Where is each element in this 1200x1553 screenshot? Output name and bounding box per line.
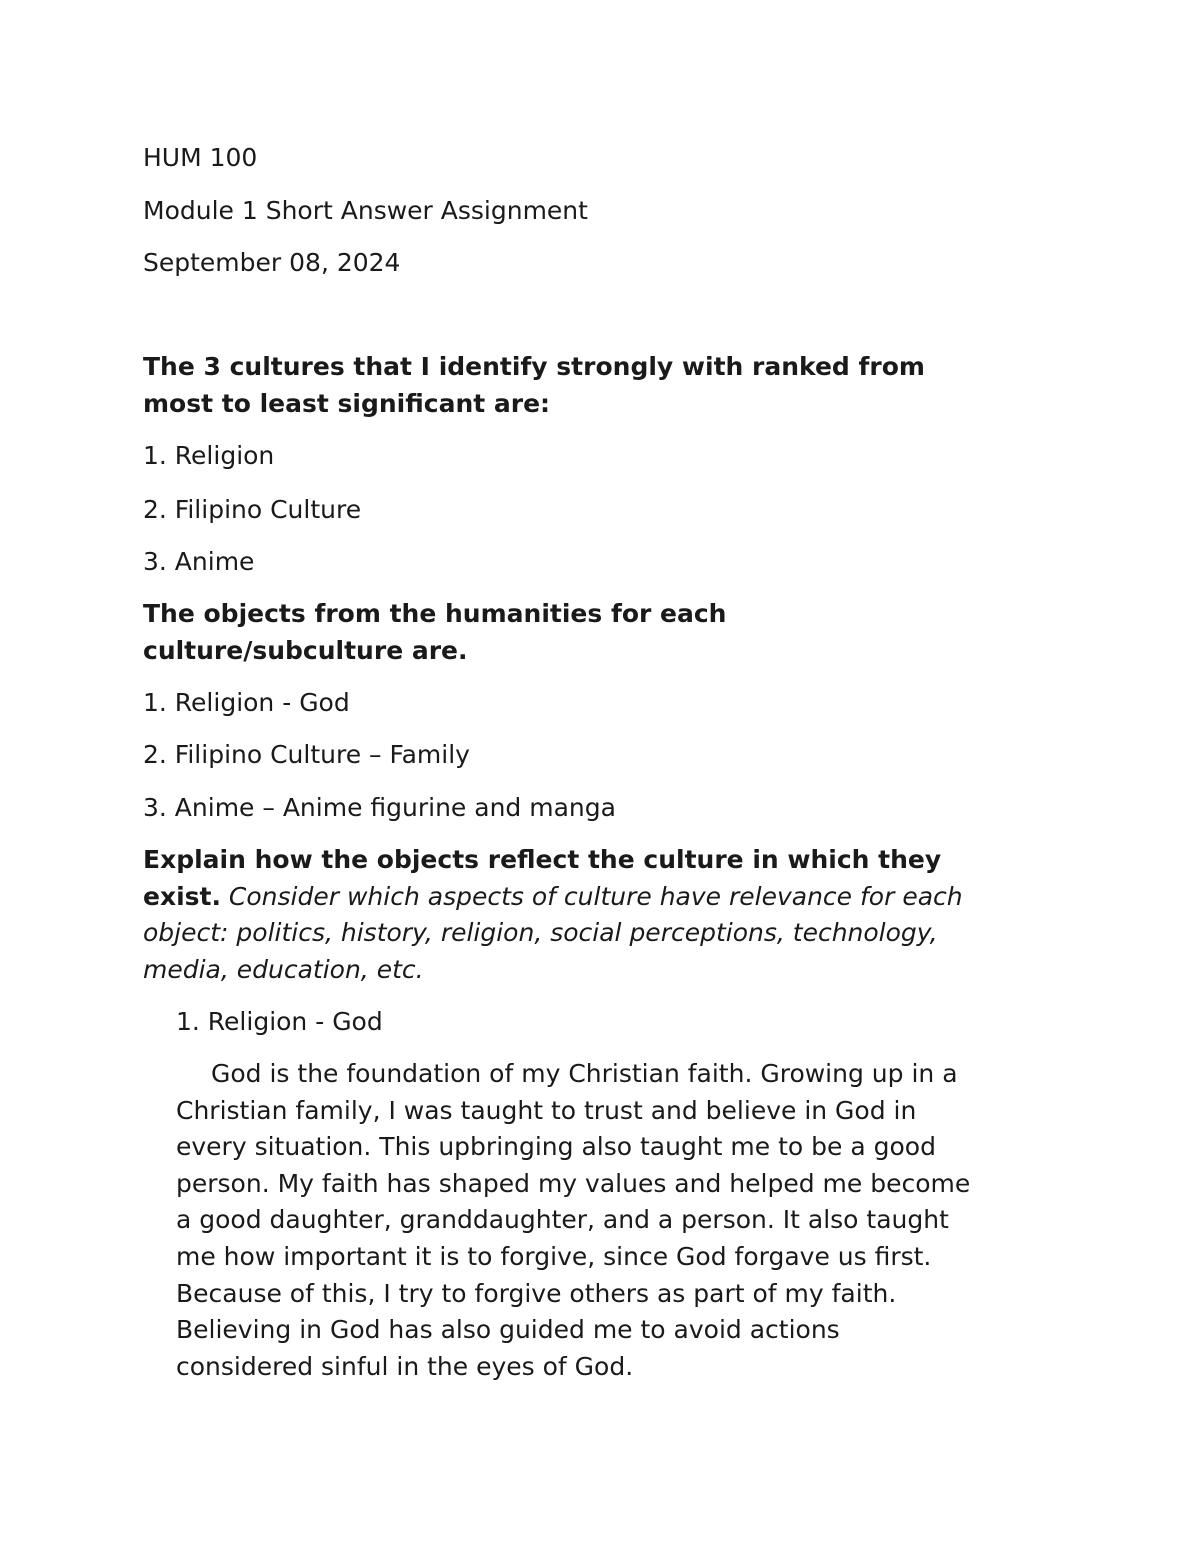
paragraph-line: a good daughter, granddaughter, and a person. It also taught (176, 1205, 949, 1235)
section1-heading-line1: The 3 cultures that I identify strongly with ranked from (143, 352, 925, 381)
section3-heading-line2 (143, 879, 963, 915)
paragraph-line: me how important it is to forgive, since God forgave us first. (176, 1241, 932, 1271)
paragraph-line: God is the foundation of my Christian faith. Growing up in a (211, 1059, 958, 1088)
section2-heading-line2: culture/subculture are. (143, 636, 468, 665)
section3-heading-line1: Explain how the objects reflect the culture in which they (143, 845, 942, 874)
section3-subheading: 1. Religion - God (176, 1007, 383, 1036)
body-paragraph (176, 1056, 1076, 1385)
paragraph-line: every situation. This upbringing also taught me to be a good (176, 1132, 936, 1162)
assignment-title: Module 1 Short Answer Assignment (143, 196, 588, 225)
list-item: 1. Religion - God (143, 688, 350, 717)
section3-heading-bold-end: exist. (143, 882, 221, 911)
list-item: 2. Filipino Culture (143, 495, 362, 524)
paragraph-line: Believing in God has also guided me to avoid actions (176, 1315, 840, 1345)
list-item: 1. Religion (143, 441, 275, 470)
list-item: 3. Anime – Anime figurine and manga (143, 793, 616, 822)
assignment-date: September 08, 2024 (143, 248, 401, 277)
list-item: 3. Anime (143, 547, 255, 576)
section3-prompt-line1: Consider which aspects of culture have relevance for each (220, 882, 963, 911)
section3-prompt-line2: object: politics, history, religion, social perceptions, technology, (143, 918, 938, 947)
section3-prompt-line3: media, education, etc. (143, 955, 424, 984)
paragraph-line: Christian family, I was taught to trust and believe in God in (176, 1095, 917, 1125)
section2-heading-line1: The objects from the humanities for each (143, 599, 727, 628)
paragraph-line: Because of this, I try to forgive others as part of my faith. (176, 1278, 897, 1308)
paragraph-line: person. My faith has shaped my values and helped me become (176, 1168, 971, 1198)
section1-heading-line2: most to least significant are: (143, 389, 551, 418)
list-item: 2. Filipino Culture – Family (143, 740, 470, 769)
course-code: HUM 100 (143, 143, 258, 172)
paragraph-line: considered sinful in the eyes of God. (176, 1351, 634, 1381)
